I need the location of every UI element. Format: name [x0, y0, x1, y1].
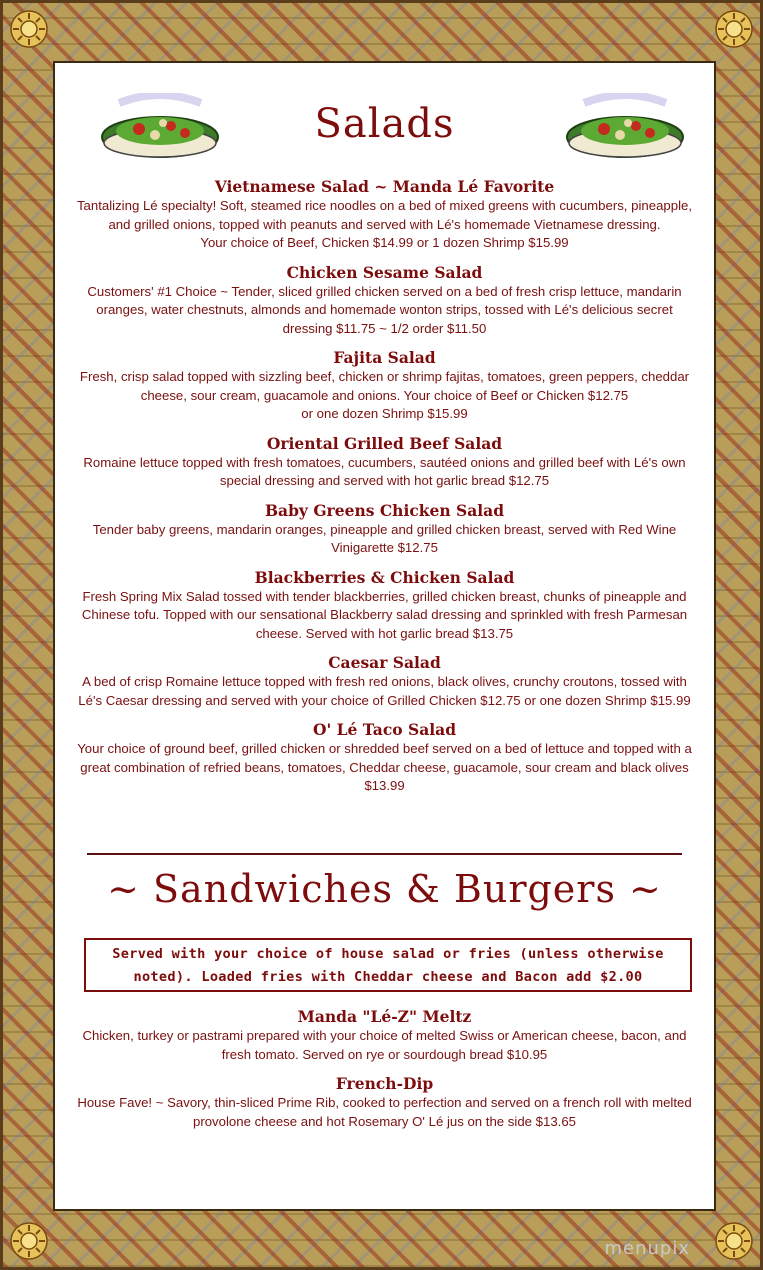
menu-item-description: Tender baby greens, mandarin oranges, pineapple and grilled chicken breast, served with Red Wine Vinigarette $12.75: [92, 521, 677, 555]
watermark-logo: menupix: [604, 1238, 690, 1259]
sun-ornament-icon: [714, 9, 754, 49]
menu-panel: [53, 61, 716, 1211]
sides-notice: Served with your choice of house salad or fries (unless otherwise noted). Loaded fries with Cheddar cheese and Bacon add $2.00: [84, 938, 692, 992]
menu-item-name: Vietnamese Salad ~ Manda Lé Favorite: [214, 177, 555, 196]
menu-item: [73, 348, 696, 424]
menu-item-name: Chicken Sesame Salad: [286, 262, 483, 282]
sun-ornament-icon: [9, 9, 49, 49]
menu-item-name: O' Lé Taco Salad: [312, 720, 457, 739]
menu-item: [73, 720, 696, 796]
menu-item: [73, 263, 696, 339]
salads-list: [73, 177, 696, 806]
menu-item-description: Tantalizing Lé specialty! Soft, steamed rice noodles on a bed of mixed greens with cucumbers, pineapple, and grilled onions, topped with peanuts and served with Lé's homemade Vietnamese dressing. Your choice of Beef, Chicken $14.99 or 1 dozen Shrimp $15.99: [76, 198, 693, 250]
sandwiches-list: [73, 1007, 696, 1141]
menu-item-name: Caesar Salad: [328, 653, 441, 672]
menu-item-description: Fresh Spring Mix Salad tossed with tender blackberries, grilled chicken breast, chunks of pineapple and Chinese tofu. Topped with our sensational Blackberry salad dressing and sprinkled with fresh Parmesan cheese. Served with hot garlic bread $13.75: [81, 588, 688, 641]
menu-item-name: Fajita Salad: [333, 348, 436, 367]
sandwiches-heading: ~ Sandwiches & Burgers ~: [107, 867, 662, 911]
menu-item-description: Romaine lettuce topped with fresh tomatoes, cucumbers, sautéed onions and grilled beef with Lé's own special dressing and served with hot garlic bread $12.75: [83, 454, 686, 488]
menu-item-description: Customers' #1 Choice ~ Tender, sliced grilled chicken served on a bed of fresh crisp lettuce, mandarin oranges, water chestnuts, almonds and homemade wonton strips, tossed with Lé's delicious secret dressing $11.75 ~ 1/2 order $11.50: [87, 283, 682, 336]
menu-item-name: Blackberries & Chicken Salad: [254, 567, 515, 587]
menu-item: [73, 1007, 696, 1064]
section-divider: [87, 853, 682, 855]
menu-item-name: Oriental Grilled Beef Salad: [266, 433, 503, 453]
menu-item-description: Your choice of ground beef, grilled chicken or shredded beef served on a bed of lettuce and topped with a great combination of refried beans, tomatoes, Cheddar cheese, guacamole, sour cream and black olives $13.99: [77, 741, 692, 793]
menu-item: [73, 1074, 696, 1131]
sun-ornament-icon: [714, 1221, 754, 1261]
sun-ornament-icon: [9, 1221, 49, 1261]
menu-item-name: Baby Greens Chicken Salad: [264, 500, 505, 520]
menu-item: [73, 568, 696, 644]
menu-item-description: Chicken, turkey or pastrami prepared with your choice of melted Swiss or American cheese, bacon, and fresh tomato. Served on rye or sourdough bread $10.95: [82, 1028, 687, 1062]
menu-item-description: A bed of crisp Romaine lettuce topped with fresh red onions, black olives, crunchy croutons, tossed with Lé's Caesar dressing and served with your choice of Grilled Chicken $12.75 or one dozen Shrimp $15.99: [78, 674, 691, 708]
menu-item: [73, 177, 696, 253]
menu-item-name: Manda "Lé-Z" Meltz: [297, 1007, 472, 1026]
menu-item: [73, 434, 696, 491]
menu-item: [73, 501, 696, 558]
menu-item: [73, 653, 696, 710]
menu-item-name: French-Dip: [335, 1074, 434, 1093]
salads-heading: Salads: [314, 101, 455, 147]
menu-item-description: Fresh, crisp salad topped with sizzling beef, chicken or shrimp fajitas, tomatoes, green peppers, cheddar cheese, sour cream, guacamole and onions. Your choice of Beef or Chicken $12.75 or one dozen Shrimp $15.99: [79, 369, 690, 421]
menu-item-description: House Fave! ~ Savory, thin-sliced Prime Rib, cooked to perfection and served on a french roll with melted provolone cheese and hot Rosemary O' Lé jus on the side $13.65: [77, 1095, 692, 1129]
